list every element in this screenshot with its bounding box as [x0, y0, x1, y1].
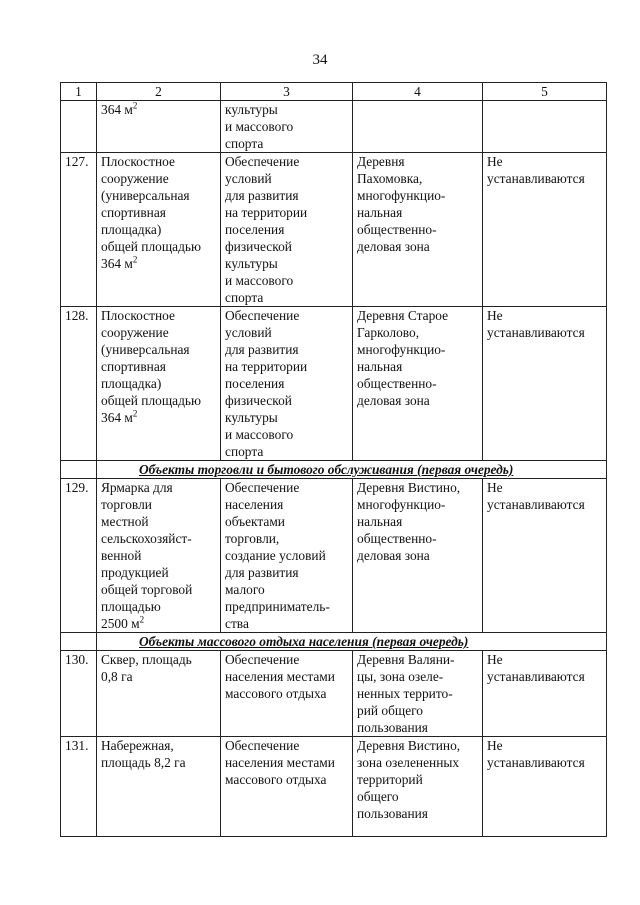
location-cell: Деревня Старое Гарколово, многофункцио- нальная общественно- деловая зона	[353, 307, 483, 461]
row-number-cell: 128.	[61, 307, 97, 461]
location-cell: Деревня Вистино, зона озелененных территорий общего пользования	[353, 737, 483, 837]
purpose-cell: Обеспечение населения местами массового отдыха	[221, 737, 353, 837]
table-row	[61, 153, 607, 307]
section-title: Объекты массового отдыха населения (первая очередь)	[97, 633, 607, 651]
zones-cell: Не устанавливаются	[483, 479, 607, 633]
page-number: 34	[312, 52, 328, 68]
column-header: 3	[221, 83, 353, 101]
row-number-cell: 130.	[61, 651, 97, 737]
section-title: Объекты торговли и бытового обслуживания (первая очередь)	[97, 461, 607, 479]
object-cell: Плоскостное сооружение (универсальная спортивная площадка) общей площадью 364 $м^2$	[97, 153, 221, 307]
location-cell: Деревня Вистино, многофункцио- нальная общественно- деловая зона	[353, 479, 483, 633]
table-row	[61, 479, 607, 633]
object-cell: Сквер, площадь 0,8 га	[97, 651, 221, 737]
location-cell: Деревня Пахомовка, многофункцио- нальная общественно- деловая зона	[353, 153, 483, 307]
purpose-cell: культуры и массового спорта	[221, 101, 353, 153]
purpose-cell: Обеспечение населения объектами торговли, создание условий для развития малого предприниматель- ства	[221, 479, 353, 633]
object-cell: Ярмарка для торговли местной сельскохозяйст- венной продукцией общей торговой площадью 2500 $м^2$	[97, 479, 221, 633]
purpose-cell: Обеспечение населения местами массового отдыха	[221, 651, 353, 737]
objects-table	[60, 82, 607, 837]
row-number-cell: 131.	[61, 737, 97, 837]
table-row	[61, 307, 607, 461]
object-cell: Набережная, площадь 8,2 га	[97, 737, 221, 837]
zones-cell	[483, 101, 607, 153]
section-spacer-cell	[61, 633, 97, 651]
column-header: 1	[61, 83, 97, 101]
purpose-cell: Обеспечение условий для развития на территории поселения физической культуры и массового спорта	[221, 307, 353, 461]
table-header-row	[61, 83, 607, 101]
zones-cell: Не устанавливаются	[483, 153, 607, 307]
location-cell: Деревня Валяни- цы, зона озеле- ненных террито- рий общего пользования	[353, 651, 483, 737]
table-row	[61, 737, 607, 837]
table-row-continuation	[61, 101, 607, 153]
location-cell	[353, 101, 483, 153]
zones-cell: Не устанавливаются	[483, 307, 607, 461]
object-cell: 364 $м^2$	[97, 101, 221, 153]
section-spacer-cell	[61, 461, 97, 479]
object-cell: Плоскостное сооружение (универсальная спортивная площадка) общей площадью 364 $м^2$	[97, 307, 221, 461]
section-row	[61, 461, 607, 479]
zones-cell: Не устанавливаются	[483, 651, 607, 737]
section-row	[61, 633, 607, 651]
column-header: 5	[483, 83, 607, 101]
row-number-cell: 129.	[61, 479, 97, 633]
column-header: 4	[353, 83, 483, 101]
table-row	[61, 651, 607, 737]
zones-cell: Не устанавливаются	[483, 737, 607, 837]
purpose-cell: Обеспечение условий для развития на территории поселения физической культуры и массового спорта	[221, 153, 353, 307]
row-number-cell: 127.	[61, 153, 97, 307]
row-number-cell	[61, 101, 97, 153]
column-header: 2	[97, 83, 221, 101]
